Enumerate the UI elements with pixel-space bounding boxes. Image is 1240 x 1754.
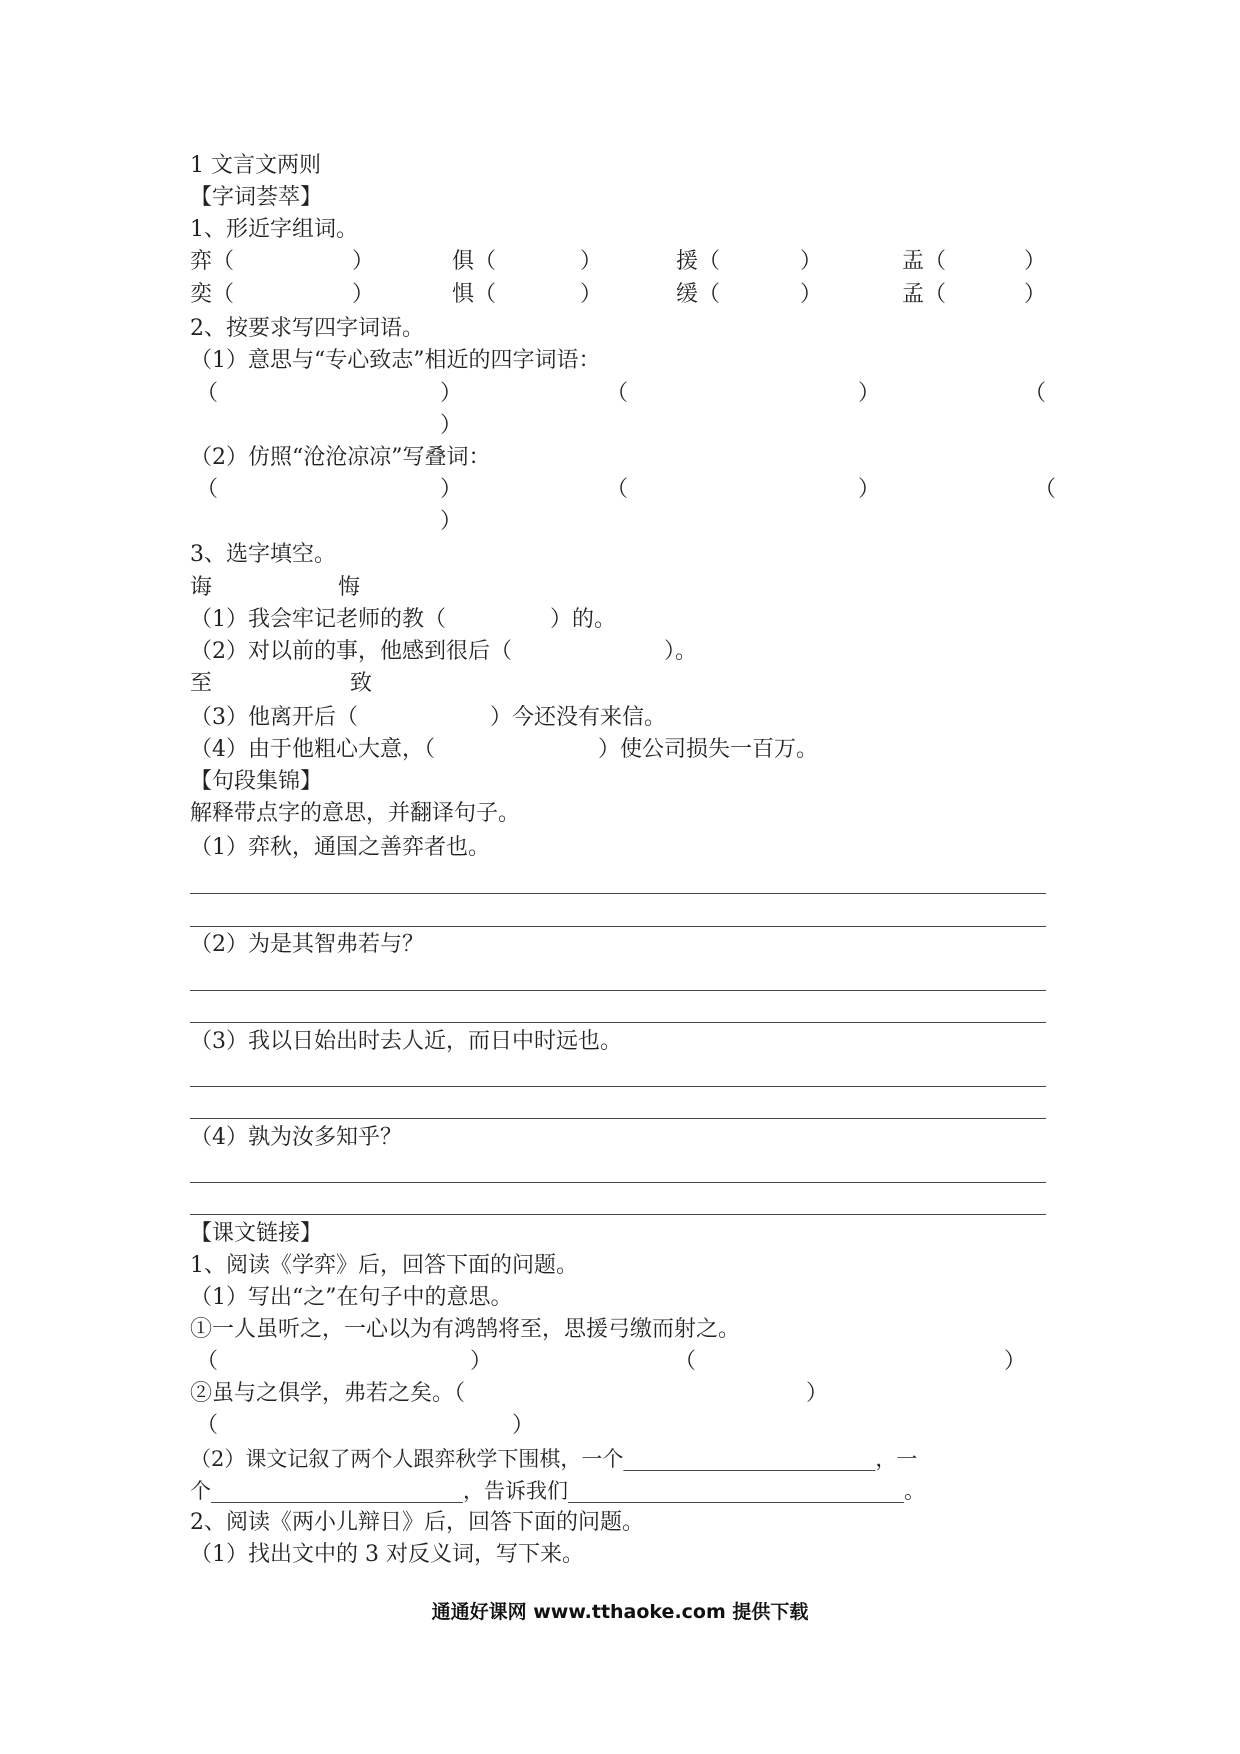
sentence-1-start: （1）我会牢记老师的教（ xyxy=(190,607,446,632)
blank-close: ） xyxy=(440,381,463,406)
blank-open: （ xyxy=(196,1349,219,1374)
blank-close: ） xyxy=(440,509,463,534)
translation-item-4: （4）孰为汝多知乎？ xyxy=(190,1125,402,1150)
reading-1-sentence-2: ②虽与之俱学，弗若之矣。（ xyxy=(190,1381,466,1406)
char-close-paren: ） xyxy=(580,249,603,274)
reading-2-sub1: （1）找出文中的 3 对反义词，写下来。 xyxy=(190,1542,584,1567)
char-close-paren: ） xyxy=(800,282,823,307)
answer-line[interactable] xyxy=(190,1182,1046,1183)
blank-close: ） xyxy=(858,477,881,502)
char-close-paren: ） xyxy=(352,249,375,274)
sentence-1-end: ）的。 xyxy=(550,607,617,632)
page-title: 1 文言文两则 xyxy=(190,153,321,178)
reading-1-prompt: 1、阅读《学弈》后，回答下面的问题。 xyxy=(190,1253,578,1278)
char-item: 惧（ xyxy=(452,282,497,307)
choice-char: 诲 xyxy=(190,575,213,600)
char-item: 奕（ xyxy=(190,282,235,307)
char-close-paren: ） xyxy=(1024,249,1047,274)
page-footer: 通通好课网 www.tthaoke.com 提供下载 xyxy=(431,1601,809,1623)
answer-line[interactable] xyxy=(190,990,1046,991)
reading-1-sub2-line1: （2）课文记叙了两个人跟弈秋学下围棋，一个________________________，一 xyxy=(190,1447,918,1471)
char-close-paren: ） xyxy=(352,282,375,307)
sentence-3-end: ）今还没有来信。 xyxy=(490,705,667,730)
blank-close: ） xyxy=(806,1381,829,1406)
char-item: 援（ xyxy=(676,249,721,274)
blank-open: （ xyxy=(606,381,629,406)
char-item: 盂（ xyxy=(902,249,947,274)
blank-open: （ xyxy=(1034,477,1057,502)
char-close-paren: ） xyxy=(1024,282,1047,307)
section-header-text-link: 【课文链接】 xyxy=(190,1221,323,1246)
answer-line[interactable] xyxy=(190,1086,1046,1087)
translation-item-1: （1）弈秋，通国之善弈者也。 xyxy=(190,835,490,860)
blank-open: （ xyxy=(196,381,219,406)
sentence-2-start: （2）对以前的事，他感到很后（ xyxy=(190,639,512,664)
question-1-prompt: 1、形近字组词。 xyxy=(190,217,358,242)
blank-open: （ xyxy=(196,477,219,502)
section-header-vocabulary: 【字词荟萃】 xyxy=(190,185,323,210)
char-close-paren: ） xyxy=(580,282,603,307)
blank-open: （ xyxy=(196,1413,219,1438)
blank-close: ） xyxy=(470,1349,493,1374)
answer-line[interactable] xyxy=(190,893,1046,894)
sentence-4-end: ）使公司损失一百万。 xyxy=(598,737,819,762)
answer-line[interactable] xyxy=(190,1118,1046,1119)
question-2-prompt: 2、按要求写四字词语。 xyxy=(190,316,424,341)
translation-item-3: （3）我以日始出时去人近，而日中时远也。 xyxy=(190,1029,622,1054)
choice-char: 悔 xyxy=(338,575,361,600)
section-header-sentences: 【句段集锦】 xyxy=(190,769,323,794)
char-item: 孟（ xyxy=(902,282,947,307)
answer-line[interactable] xyxy=(190,926,1046,927)
blank-close: ） xyxy=(512,1413,535,1438)
translation-item-2: （2）为是其智弗若与？ xyxy=(190,932,424,957)
char-close-paren: ） xyxy=(800,249,823,274)
reading-1-sentence-1: ①一人虽听之，一心以为有鸿鹄将至，思援弓缴而射之。 xyxy=(190,1317,741,1342)
answer-line[interactable] xyxy=(190,1022,1046,1023)
blank-close: ） xyxy=(858,381,881,406)
reading-2-prompt: 2、阅读《两小儿辩日》后，回答下面的问题。 xyxy=(190,1510,644,1535)
question-3-prompt: 3、选字填空。 xyxy=(190,542,336,567)
blank-close: ） xyxy=(440,413,463,438)
question-2-sub2: （2）仿照“沧沧凉凉”写叠词： xyxy=(190,445,491,470)
choice-char: 至 xyxy=(190,671,213,696)
blank-open: （ xyxy=(606,477,629,502)
section2-prompt: 解释带点字的意思，并翻译句子。 xyxy=(190,801,521,826)
sentence-2-end: ）。 xyxy=(664,639,698,664)
sentence-3-start: （3）他离开后（ xyxy=(190,705,358,730)
char-item: 缓（ xyxy=(676,282,721,307)
blank-close: ） xyxy=(1004,1349,1027,1374)
blank-open: （ xyxy=(1024,381,1047,406)
reading-1-sub1: （1）写出“之”在句子中的意思。 xyxy=(190,1285,513,1310)
choice-char: 致 xyxy=(350,671,373,696)
blank-open: （ xyxy=(674,1349,697,1374)
blank-close: ） xyxy=(440,477,463,502)
answer-line[interactable] xyxy=(190,1214,1046,1215)
reading-1-sub2-line2: 个________________________，告诉我们________________________________。 xyxy=(190,1479,925,1503)
char-item: 弈（ xyxy=(190,249,235,274)
question-2-sub1: （1）意思与“专心致志”相近的四字词语： xyxy=(190,348,601,373)
sentence-4-start: （4）由于他粗心大意，（ xyxy=(190,737,435,762)
char-item: 俱（ xyxy=(452,249,497,274)
